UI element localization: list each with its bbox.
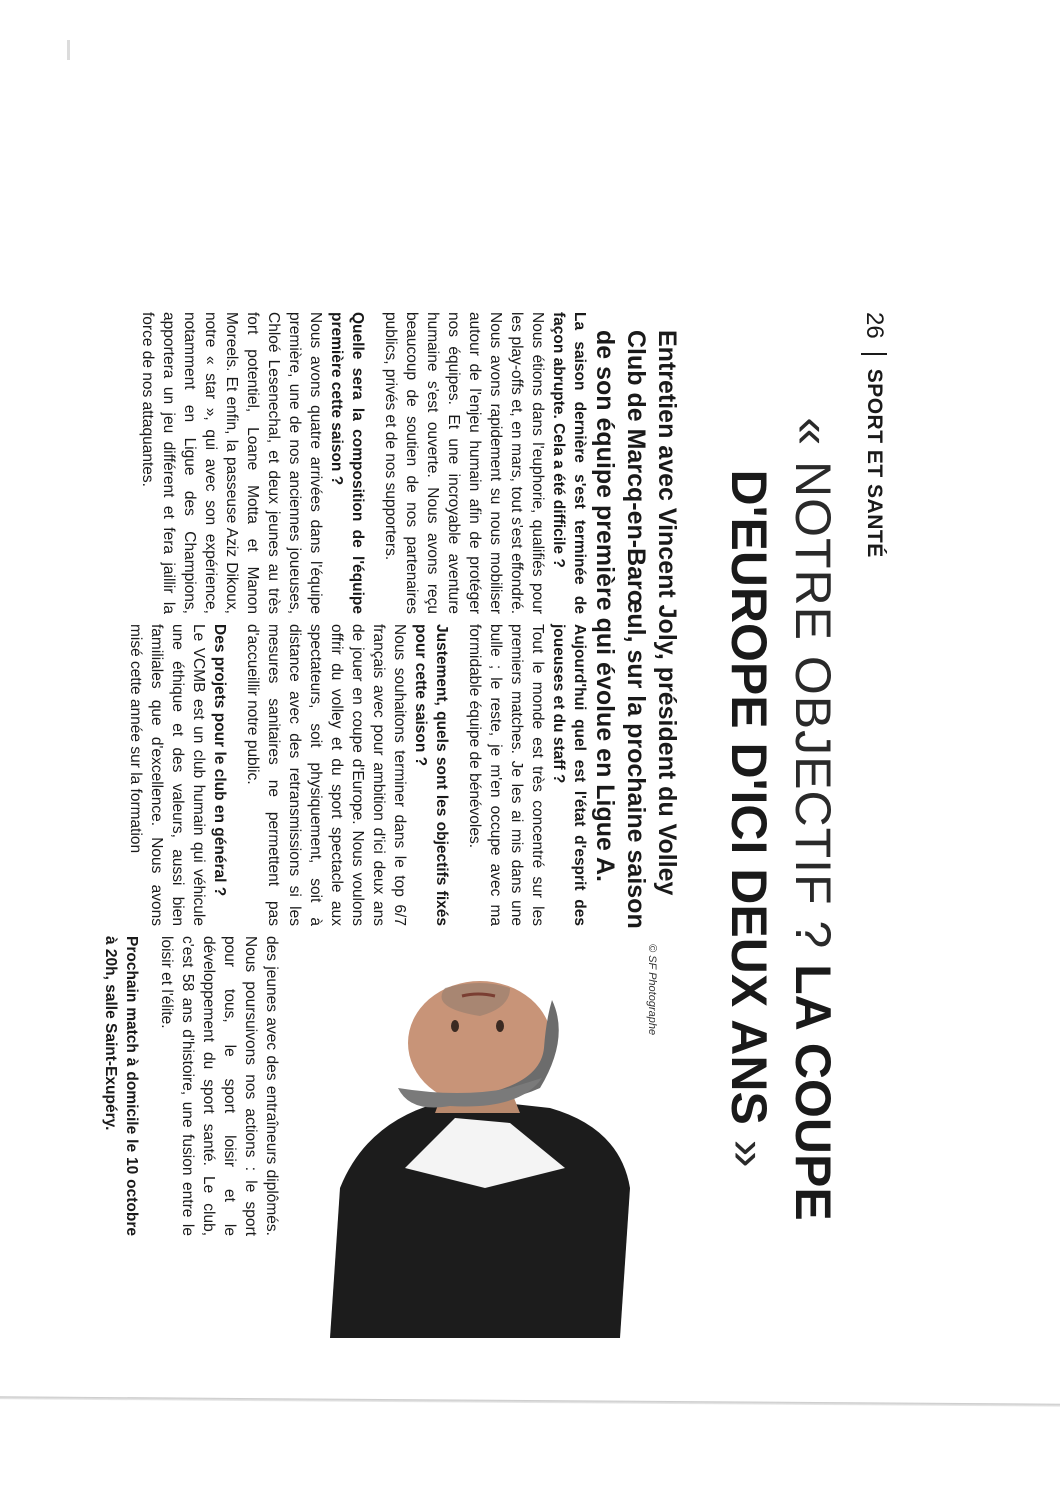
interview-answer: Nous étions dans l'euphorie, qualifiés pour les play-offs et, en mars, tout s'est effondré. Nous avons rapidement su nous mobiliser autour de l'enjeu humain afin de protéger nos équipes. Et une incroyable aventure humaine s'est ouverte. Nous avons reçu beaucoup de soutien de nos partenaires publics, privés et de nos supporters. — [382, 312, 546, 614]
page-header — [860, 312, 888, 558]
headline-bold: LA COUPE D'EUROPE D'ICI DEUX ANS — [721, 469, 841, 1221]
article-column-2 — [125, 624, 590, 926]
header-divider — [861, 353, 887, 355]
interview-answer: Le VCMB est un club humain qui véhicule une éthique et des valeurs, aussi bien familiales que d'excellence. Nous avons misé cette année sur la formation — [127, 624, 207, 926]
article-column-1 — [137, 312, 590, 614]
scan-mark — [67, 40, 70, 60]
next-match-info: Prochain match à domicile le 10 octobre à 20h, salle Saint-Exupéry. — [102, 936, 140, 1236]
page-number: 26 — [861, 312, 888, 339]
photo-credit: © SF Photographe — [646, 944, 658, 1036]
headline — [714, 388, 842, 1250]
interview-question: Quelle sera la composition de l'équipe première cette saison ? — [328, 312, 366, 614]
torn-paper-edge — [0, 1396, 1060, 1406]
interview-answer-continued: des jeunes avec des entraîneurs diplômés. Nous poursuivons nos actions : le sport pour tous, le sport loisir et le développement du sport santé. Le club, c'est 58 ans d'histoire, une fusion entre le loisir et l'élite. — [158, 936, 280, 1236]
interview-answer: Nous souhaitons terminer dans le top 6/7 français avec pour ambition d'ici deux ans de jouer en coupe d'Europe. Nous voulons offrir du volley et du sport spectacle aux spectateurs, soit physiquement, soit à distance avec des retransmissions si les mesures sanitaires ne permettent pas d'accueillir notre public. — [244, 624, 408, 926]
lede: Entretien avec Vincent Joly, président du Volley Club de Marcq-en-Barœul, sur la prochaine saison de son équipe première qui évolue en Ligue A. — [591, 330, 681, 929]
headline-light: « NOTRE OBJECTIF ? — [785, 417, 841, 965]
interview-question: Justement, quels sont les objectifs fixés pour cette saison ? — [412, 624, 450, 926]
interview-answer: Tout le monde est très concentré sur les premiers matches. Je les ai mis dans une bulle ; le reste, je m'en occupe avec ma formidable équipe de bénévoles. — [466, 624, 546, 926]
interview-answer: Nous avons quatre arrivées dans l'équipe première, une de nos anciennes joueuses, Chloé Lesenechal, et deux jeunes au très fort potentiel, Loane Motta et Manon Moreels. Et enfin, la passeuse Aziz Dikoux, notre « star », qui avec son expérience, notamment en Ligue des Champions, apportera un jeu différent et fera jaillir la force de nos attaquantes. — [139, 312, 324, 614]
interview-question: Des projets pour le club en général ? — [211, 624, 228, 897]
article-column-3 — [100, 936, 282, 1236]
interview-question: Aujourd'hui quel est l'état d'esprit des joueuses et du staff ? — [550, 624, 588, 926]
portrait-illustration — [320, 938, 660, 1338]
section-name: SPORT ET SANTÉ — [863, 368, 886, 558]
portrait-photo — [320, 938, 660, 1338]
interview-question: La saison dernière s'est terminée de façon abrupte. Cela a été difficile ? — [550, 312, 588, 614]
headline-close-quote: » — [721, 1124, 777, 1169]
